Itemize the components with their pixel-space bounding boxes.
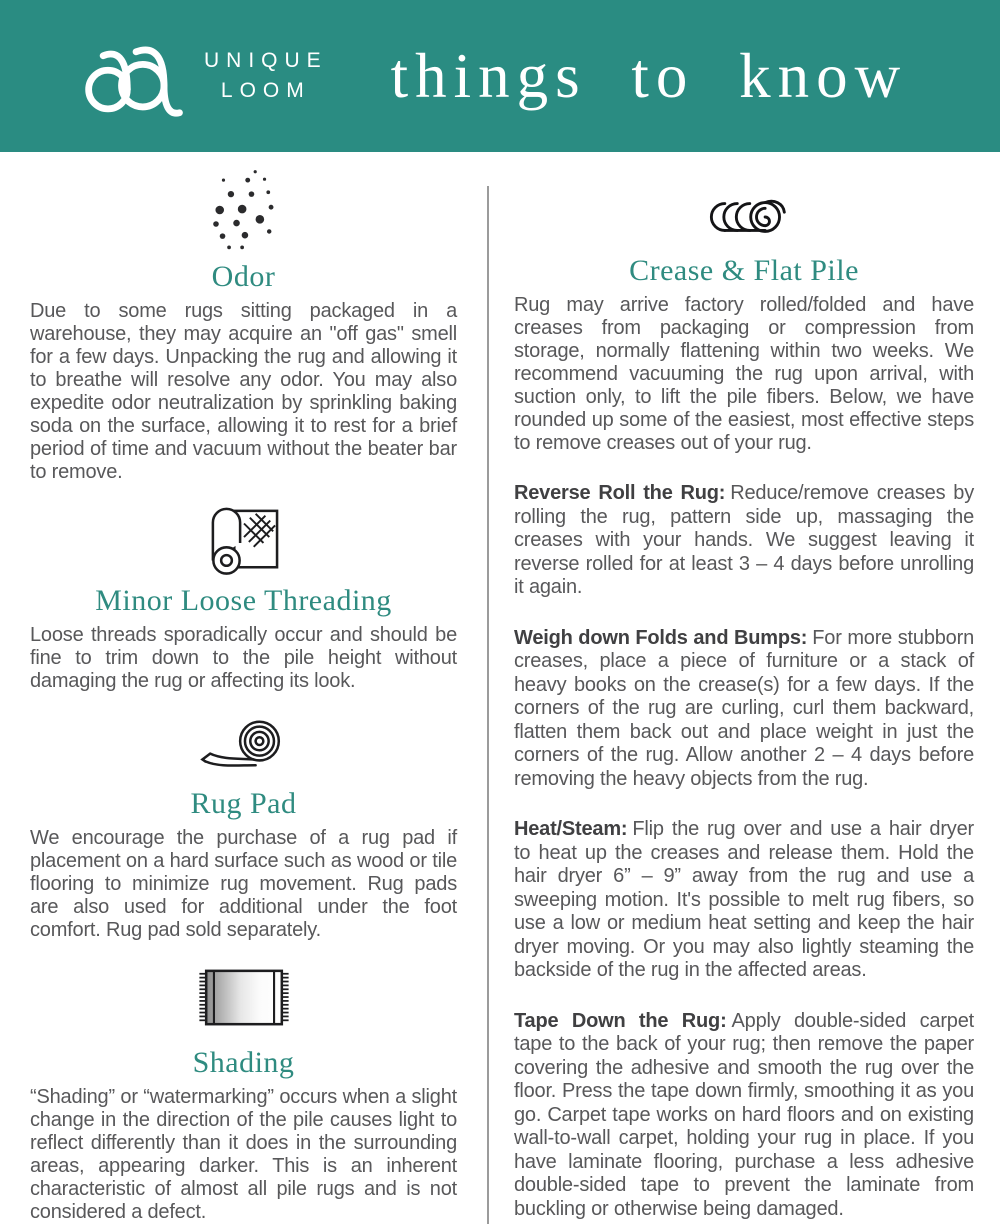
brand-line2: LOOM [220, 79, 311, 102]
tip-tape-down [514, 1010, 974, 1222]
section-body-shading: “Shading” or “watermarking” occurs when a slight change in the direction of the pile causes light to reflect differently than it does in the surrounding areas, appearing darker. This is an inherent characteristic of almost all pile rugs and is not considered a defect. [30, 1086, 457, 1223]
section-rugpad [30, 715, 457, 942]
right-column [489, 152, 1000, 1224]
tip-reverse-roll [514, 482, 974, 600]
section-odor [30, 168, 457, 484]
tip-heat-steam [514, 818, 974, 983]
brand-line1: UNIQUE [204, 48, 328, 72]
section-body-odor: Due to some rugs sitting packaged in a warehouse, they may acquire an "off gas" smell for a few days. Unpacking the rug and allowing it to breathe will resolve any odor. You may also expedite odor neutralization by sprinkling baking soda on the surface, allowing it to rest for a brief period of time and vacuum without the beater bar to remove. [30, 300, 457, 483]
section-threading [30, 506, 457, 693]
tip-body-weigh-down: For more stubborn creases, place a piece of furniture or a stack of heavy books on the crease(s) for a few days. If the corners of the rug are curling, curl them backward, flatten them back out and place weight in just the corners of the rug. Allow another 2 – 4 days before removing the heavy objects from the rug. [514, 626, 974, 790]
section-body-threading: Loose threads sporadically occur and should be fine to trim down to the pile height without damaging the rug or affecting its look. [30, 624, 457, 692]
shaded-rug-icon [30, 966, 457, 1030]
section-heading-odor: Odor [211, 260, 276, 293]
odor-dots-icon [30, 168, 457, 252]
section-heading-crease: Crease & Flat Pile [629, 254, 859, 287]
section-shading [30, 966, 457, 1224]
page-title: things to know [390, 40, 908, 111]
left-column [0, 152, 487, 1224]
section-body-crease: Rug may arrive factory rolled/folded and have creases from packaging or compression from storage, normally flattening within two weeks. We recommend vacuuming the rug upon arrival, with suction only, to lift the pile fibers. Below, we have rounded up some of the easiest, most effective steps to remove creases out of your rug. [514, 294, 974, 454]
rolled-rug-icon [514, 194, 974, 240]
tip-body-reverse-roll: Reduce/remove creases by rolling the rug, pattern side up, massaging the creases with your hands. We suggest leaving it reverse rolled for at least 3 – 4 days before unrolling it again. [514, 482, 975, 598]
unique-loom-logo-icon [78, 27, 194, 125]
brand-logo [78, 27, 328, 125]
section-heading-shading: Shading [192, 1046, 295, 1079]
tip-body-tape-down: Apply double-sided carpet tape to the back of your rug; then remove the paper covering the adhesive and smooth the rug over the floor. Press the tape down firmly, smoothing it as you go. Carpet tape works on hard floors and on existing wall-to-wall carpet, holding your rug in place. If you have laminate flooring, purchase a less adhesive double-sided tape to prevent the laminate from buckling or otherwise being damaged. [514, 1009, 974, 1220]
tip-body-heat-steam: Flip the rug over and use a hair dryer to heat up the creases and release them. Hold the hair dryer 6” – 9” away from the rug and use a sweeping motion. It's possible to melt rug fibers, so use a low or medium heat setting and keep the hair dryer moving. Or you may also lightly steaming the backside of the rug in the affected areas. [514, 818, 974, 981]
tip-label-weigh-down: Weigh down Folds and Bumps: [514, 626, 808, 649]
tip-label-heat-steam: Heat/Steam: [514, 818, 628, 840]
tip-label-tape-down: Tape Down the Rug: [514, 1009, 727, 1032]
header-banner [0, 0, 1000, 152]
tip-label-reverse-roll: Reverse Roll the Rug: [514, 482, 726, 504]
tip-weigh-down [514, 627, 974, 792]
brand-name [204, 46, 328, 107]
section-body-rugpad: We encourage the purchase of a rug pad if placement on a hard surface such as wood or tile flooring to minimize rug movement. Rug pads are also used for additional under the foot comfort. Rug pad sold separately. [30, 827, 457, 941]
rug-pad-roll-icon [30, 715, 457, 773]
section-crease [514, 194, 974, 455]
section-heading-rugpad: Rug Pad [190, 787, 297, 820]
rug-roll-pattern-icon [30, 506, 457, 576]
section-heading-threading: Minor Loose Threading [95, 584, 392, 617]
content-area [0, 152, 1000, 1224]
